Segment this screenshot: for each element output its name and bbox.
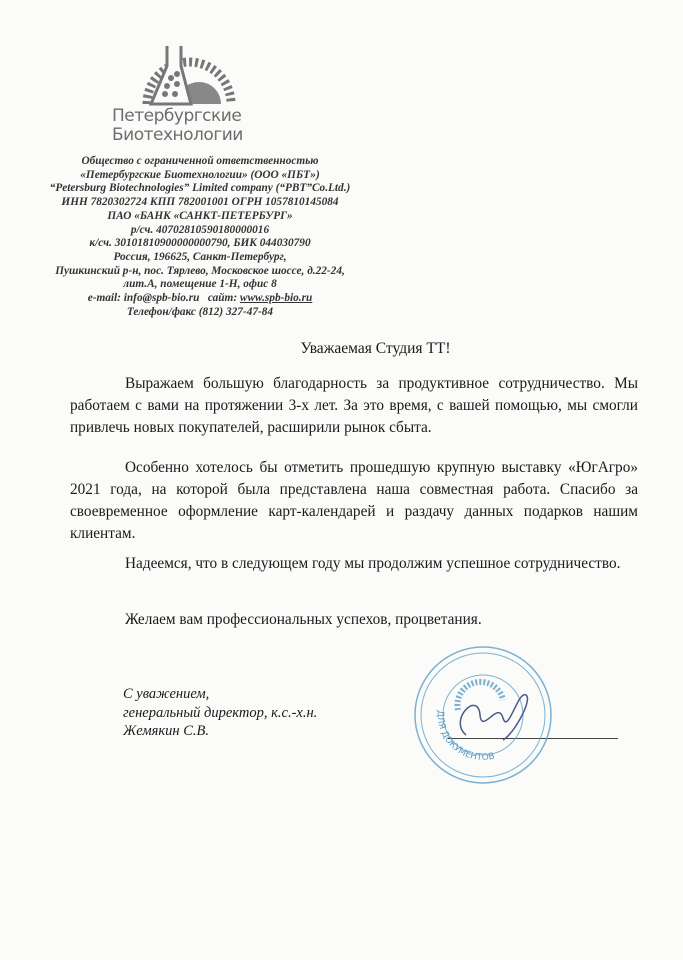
closing: С уважением, bbox=[123, 686, 210, 702]
paragraph bbox=[70, 609, 638, 631]
svg-text:ДЛЯ ДОКУМЕНТОВ bbox=[435, 710, 496, 763]
handwritten-signature bbox=[460, 695, 527, 740]
requisite-line: лит.А, помещение 1-Н, офис 8 bbox=[123, 278, 277, 291]
requisite-line: ИНН 7820302724 КПП 782001001 ОГРН 1057810145084 bbox=[61, 196, 339, 209]
logo-text-line1: Петербургские bbox=[112, 106, 242, 126]
signer-name: Жемякин С.В. bbox=[123, 723, 209, 739]
logo-text-line2: Биотехнологии bbox=[112, 125, 243, 145]
paragraph-text: Желаем вам профессиональных успехов, процветания. bbox=[125, 611, 482, 628]
paragraph bbox=[70, 457, 638, 545]
site-link[interactable]: www.spb-bio.ru bbox=[239, 292, 313, 305]
company-stamp bbox=[408, 640, 558, 795]
requisite-line: р/сч. 40702810590180000016 bbox=[130, 223, 270, 236]
requisite-line: Пушкинский р-н, пос. Тярлево, Московское шоссе, д.22-24, bbox=[55, 264, 345, 277]
requisite-line: к/сч. 30101810900000000790, БИК 044030790 bbox=[89, 237, 311, 250]
signature-block bbox=[123, 685, 317, 741]
requisite-line: ПАО «БАНК «САНКТ-ПЕТЕРБУРГ» bbox=[107, 209, 293, 222]
signer-title: генеральный директор, к.с.-х.н. bbox=[123, 704, 318, 721]
logo-emblem-icon bbox=[137, 38, 237, 106]
stamp-text: ДЛЯ ДОКУМЕНТОВ bbox=[434, 709, 496, 764]
site-label: сайт: bbox=[207, 292, 238, 305]
company-logo bbox=[112, 38, 262, 144]
company-requisites bbox=[40, 155, 360, 319]
requisite-line: “Petersburg Biotechnologies” Limited company (“PBT”Co.Ltd.) bbox=[49, 182, 351, 195]
paragraph bbox=[70, 373, 638, 439]
phone-line: Телефон/факс (812) 327-47-84 bbox=[126, 305, 274, 318]
email[interactable]: e-mail: info@spb-bio.ru bbox=[87, 292, 200, 305]
requisite-line: Общество с ограниченной ответственностью bbox=[81, 155, 319, 167]
paragraph-text: Выражаем большую благодарность за продуктивное сотрудничество. Мы работаем с вами на протяжении 3-х лет. За это время, с вашей помощью, мы смогли привлечь новых покупателей, расширили рынок сбыта. bbox=[70, 375, 638, 436]
paragraph-text: Надеемся, что в следующем году мы продолжим успешное сотрудничество. bbox=[125, 555, 621, 572]
requisite-line: Россия, 196625, Санкт-Петербург, bbox=[113, 250, 287, 263]
paragraph-text: Особенно хотелось бы отметить прошедшую крупную выставку «ЮгАгро» 2021 года, на которой была представлена наша совместная работа. Спасибо за своевременное оформление карт-календарей и раздачу данных подарков нашим клиентам. bbox=[70, 459, 638, 542]
paragraph bbox=[70, 553, 638, 575]
greeting: Уважаемая Студия ТТ! bbox=[300, 340, 451, 357]
requisite-line: «Петербургские Биотехнологии» (ООО «ПБТ») bbox=[80, 168, 320, 181]
contacts-line bbox=[40, 292, 360, 306]
stamp-seal-icon bbox=[408, 640, 558, 790]
